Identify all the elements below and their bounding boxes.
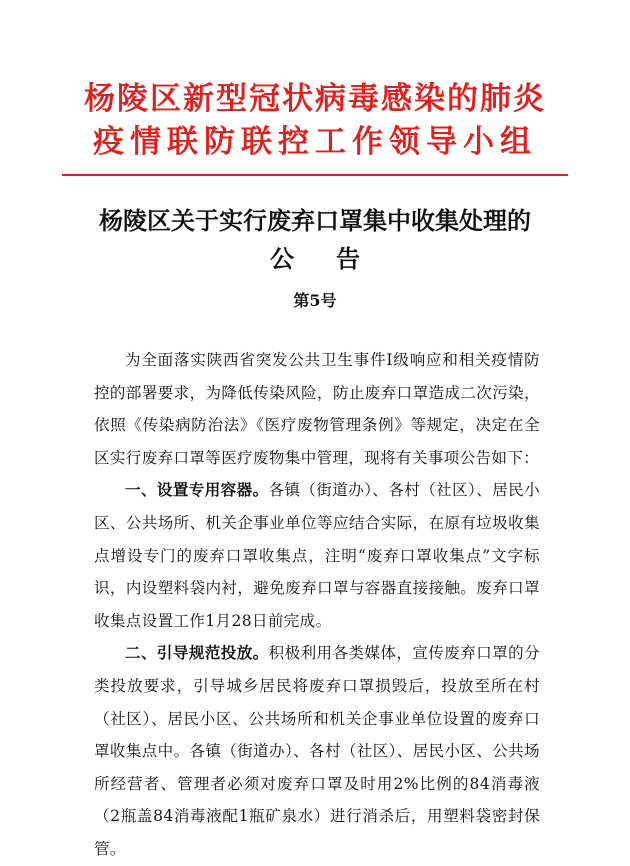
section-1-paragraph xyxy=(94,474,540,637)
title-line-2: 公告 xyxy=(270,244,402,273)
intro-paragraph: 为全面落实陕西省突发公共卫生事件Ⅰ级响应和相关疫情防控的部署要求，为降低传染风险，防止废弃口罩造成二次污染，依照《传染病防治法》《医疗废物管理条例》等规定，决定在全区实行废弃口罩等医疗废物集中管理，现将有关事项公告如下： xyxy=(94,351,540,467)
org-name-line-2: 疫情联防联控工作领导小组 xyxy=(93,124,537,160)
title-line-1: 杨陵区关于实行废弃口罩集中收集处理的 xyxy=(99,206,531,235)
document-body xyxy=(94,344,540,866)
section-2-heading: 二、引导规范投放。 xyxy=(125,643,269,663)
section-2-text: 积极利用各类媒体，宣传废弃口罩的分类投放要求，引导城乡居民将废弃口罩损毁后，投放至所在村（社区）、居民小区、公共场所和机关企事业单位设置的废弃口罩收集点中。各镇（街道办）、各村（社区）、居民小区、公共场所经营者、管理者必须对废弃口罩及时用2%比例的84消毒液（2瓶盖84消毒液配1瓶矿泉水）进行消杀后，用塑料袋密封保管。 xyxy=(94,644,540,858)
section-1-heading: 一、设置专用容器。 xyxy=(125,480,269,500)
org-name-line-1: 杨陵区新型冠状病毒感染的肺炎 xyxy=(84,81,546,117)
issuing-organization-header xyxy=(0,78,630,164)
section-2-paragraph xyxy=(94,637,540,865)
red-divider-line xyxy=(62,174,568,176)
document-number: 第5号 xyxy=(293,291,337,310)
document-title xyxy=(0,202,630,278)
section-1-text: 各镇（街道办）、各村（社区）、居民小区、公共场所、机关企事业单位等应结合实际，在原有垃圾收集点增设专门的废弃口罩收集点，注明“废弃口罩收集点”文字标识，内设塑料袋内衬，避免废弃口罩与容器直接接触。废弃口罩收集点设置工作1月28日前完成。 xyxy=(94,481,540,630)
